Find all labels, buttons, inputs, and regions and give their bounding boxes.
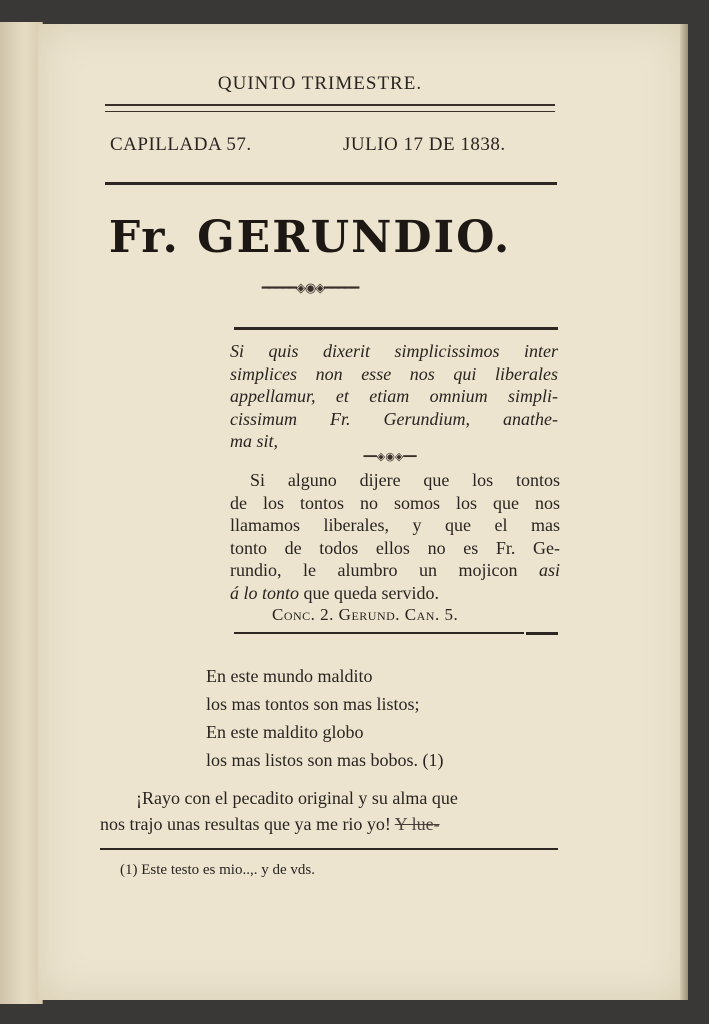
paragraph-line [100,811,560,837]
epigraph-top-rule [234,327,558,330]
spanish-line [230,582,560,605]
title-fr-dot: . [162,212,180,263]
latin-line: appellamur, et etiam omnium simpli- [230,386,558,406]
verse-stanza [206,662,444,774]
verse-line: En este mundo maldito [206,666,373,686]
paragraph-line-text: nos trajo unas resultas que ya me rio yo! [100,814,391,834]
spanish-line: de los tontos no somos los que nos [230,492,560,513]
title-fr: Fr [108,212,163,263]
paragraph-line: ¡Rayo con el pecadito original y su alma que [136,788,458,808]
page-edge-shadow [680,24,688,1000]
title-name: GERUNDIO. [197,212,512,263]
double-rule [105,104,555,112]
facing-page-edge [0,22,43,1004]
body-paragraph [100,785,560,837]
title-ornament: ━━━━━◈◉◈━━━━━ [261,280,359,295]
spanish-line [230,559,560,582]
spanish-line-text: rundio, le alumbro un mojicon [230,560,518,580]
issue-number: CAPILLADA 57. [110,134,252,155]
spanish-line: Si alguno dijere que los tontos [250,470,560,490]
verse-line: los mas listos son mas bobos. (1) [206,750,444,770]
latin-epigraph [230,340,558,453]
latin-line: cissimum Fr. Gerundium, anathe- [230,408,558,429]
header-rule [105,182,557,185]
verse-line: En este maldito globo [206,722,364,742]
struck-text: Y lue- [394,814,440,834]
issue-date: JULIO 17 DE 1838. [343,134,506,155]
masthead-title [60,212,560,263]
spanish-line-text: que queda servido. [299,582,439,603]
latin-line: simplices non esse nos qui liberales [230,363,558,384]
latin-line: ma sit, [230,431,279,451]
latin-line: Si quis dixerit simplicissimos inter [230,341,558,361]
verse-line: los mas tontos son mas listos; [206,694,420,714]
epigraph-bottom-rule-end [526,632,558,635]
spanish-line: tonto de todos ellos no es Fr. Ge- [230,537,560,558]
epigraph-ornament: ━━◈◉◈━━ [363,451,417,463]
footnote-rule [100,848,558,850]
spanish-line: llamamos liberales, y que el mas [230,515,560,535]
spanish-italic: asi [539,560,561,580]
spanish-epigraph [230,469,560,604]
running-head: QUINTO TRIMESTRE. [217,73,423,94]
citation: Conc. 2. Gerund. Can. 5. [272,605,459,624]
spanish-italic: á lo tonto [230,582,300,603]
epigraph-bottom-rule [234,632,524,634]
footnote: (1) Este testo es mio..,. y de vds. [120,862,315,878]
